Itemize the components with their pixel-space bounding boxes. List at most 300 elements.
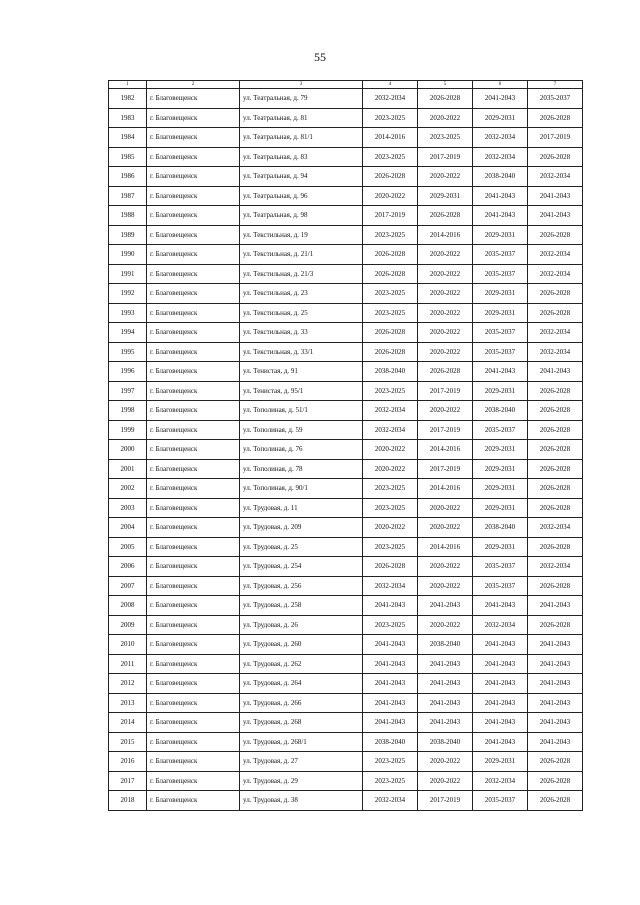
- period-cell-4: 2041-2043: [363, 713, 418, 733]
- period-cell-7: 2026-2028: [528, 791, 583, 811]
- table-row: [109, 732, 583, 752]
- column-header-4: 4: [363, 81, 418, 89]
- city-cell: г. Благовещенск: [147, 479, 240, 499]
- period-cell-6: 2035-2037: [473, 323, 528, 343]
- city-cell: г. Благовещенск: [147, 615, 240, 635]
- period-cell-5: 2017-2019: [418, 147, 473, 167]
- period-cell-6: 2032-2034: [473, 128, 528, 148]
- row-number: 1988: [109, 206, 147, 226]
- period-cell-7: 2026-2028: [528, 401, 583, 421]
- period-cell-5: 2026-2028: [418, 206, 473, 226]
- period-cell-6: 2038-2040: [473, 167, 528, 187]
- period-cell-6: 2035-2037: [473, 420, 528, 440]
- period-cell-6: 2035-2037: [473, 264, 528, 284]
- period-cell-6: 2029-2031: [473, 108, 528, 128]
- row-number: 1989: [109, 225, 147, 245]
- table-row: [109, 518, 583, 538]
- period-cell-7: 2026-2028: [528, 147, 583, 167]
- period-cell-5: 2014-2016: [418, 479, 473, 499]
- period-cell-7: 2026-2028: [528, 225, 583, 245]
- table-row: [109, 245, 583, 265]
- city-cell: г. Благовещенск: [147, 674, 240, 694]
- address-cell: ул. Тенистая, д. 91: [240, 362, 363, 382]
- period-cell-4: 2023-2025: [363, 147, 418, 167]
- period-cell-5: 2023-2025: [418, 128, 473, 148]
- period-cell-7: 2041-2043: [528, 713, 583, 733]
- period-cell-5: 2020-2022: [418, 498, 473, 518]
- city-cell: г. Благовещенск: [147, 440, 240, 460]
- row-number: 1998: [109, 401, 147, 421]
- address-cell: ул. Трудовая, д. 29: [240, 771, 363, 791]
- row-number: 2014: [109, 713, 147, 733]
- city-cell: г. Благовещенск: [147, 206, 240, 226]
- table-row: [109, 206, 583, 226]
- row-number: 2004: [109, 518, 147, 538]
- period-cell-4: 2041-2043: [363, 693, 418, 713]
- address-cell: ул. Трудовая, д. 266: [240, 693, 363, 713]
- period-cell-7: 2026-2028: [528, 381, 583, 401]
- row-number: 2008: [109, 596, 147, 616]
- period-cell-7: 2032-2034: [528, 342, 583, 362]
- period-cell-4: 2038-2040: [363, 362, 418, 382]
- period-cell-4: 2032-2034: [363, 89, 418, 109]
- city-cell: г. Благовещенск: [147, 245, 240, 265]
- row-number: 1990: [109, 245, 147, 265]
- period-cell-7: 2026-2028: [528, 576, 583, 596]
- period-cell-7: 2026-2028: [528, 420, 583, 440]
- row-number: 2015: [109, 732, 147, 752]
- period-cell-4: 2026-2028: [363, 167, 418, 187]
- period-cell-5: 2017-2019: [418, 381, 473, 401]
- row-number: 2005: [109, 537, 147, 557]
- row-number: 1999: [109, 420, 147, 440]
- table-row: [109, 537, 583, 557]
- period-cell-5: 2020-2022: [418, 557, 473, 577]
- period-cell-7: 2032-2034: [528, 264, 583, 284]
- period-cell-5: 2020-2022: [418, 245, 473, 265]
- row-number: 1984: [109, 128, 147, 148]
- row-number: 2006: [109, 557, 147, 577]
- table-row: [109, 479, 583, 499]
- address-cell: ул. Трудовая, д. 260: [240, 635, 363, 655]
- address-cell: ул. Трудовая, д. 25: [240, 537, 363, 557]
- period-cell-7: 2026-2028: [528, 284, 583, 304]
- period-cell-6: 2038-2040: [473, 401, 528, 421]
- table-row: [109, 498, 583, 518]
- period-cell-4: 2023-2025: [363, 225, 418, 245]
- city-cell: г. Благовещенск: [147, 284, 240, 304]
- period-cell-4: 2041-2043: [363, 596, 418, 616]
- address-cell: ул. Трудовая, д. 254: [240, 557, 363, 577]
- address-cell: ул. Тополиная, д. 59: [240, 420, 363, 440]
- period-cell-6: 2032-2034: [473, 615, 528, 635]
- period-cell-7: 2026-2028: [528, 108, 583, 128]
- row-number: 1997: [109, 381, 147, 401]
- city-cell: г. Благовещенск: [147, 401, 240, 421]
- period-cell-7: 2026-2028: [528, 498, 583, 518]
- table-row: [109, 362, 583, 382]
- address-cell: ул. Текстильная, д. 21/1: [240, 245, 363, 265]
- period-cell-6: 2029-2031: [473, 479, 528, 499]
- period-cell-6: 2041-2043: [473, 362, 528, 382]
- column-header-1: 1: [109, 81, 147, 89]
- period-cell-5: 2020-2022: [418, 303, 473, 323]
- city-cell: г. Благовещенск: [147, 596, 240, 616]
- table-row: [109, 303, 583, 323]
- period-cell-5: 2038-2040: [418, 635, 473, 655]
- row-number: 2012: [109, 674, 147, 694]
- row-number: 1992: [109, 284, 147, 304]
- row-number: 2003: [109, 498, 147, 518]
- period-cell-6: 2041-2043: [473, 732, 528, 752]
- period-cell-4: 2041-2043: [363, 635, 418, 655]
- row-number: 2017: [109, 771, 147, 791]
- period-cell-7: 2032-2034: [528, 518, 583, 538]
- period-cell-4: 2023-2025: [363, 381, 418, 401]
- period-cell-7: 2017-2019: [528, 128, 583, 148]
- period-cell-4: 2023-2025: [363, 108, 418, 128]
- city-cell: г. Благовещенск: [147, 557, 240, 577]
- row-number: 2010: [109, 635, 147, 655]
- address-cell: ул. Тополиная, д. 90/1: [240, 479, 363, 499]
- table-row: [109, 635, 583, 655]
- period-cell-4: 2026-2028: [363, 557, 418, 577]
- table-row: [109, 791, 583, 811]
- period-cell-7: 2041-2043: [528, 693, 583, 713]
- period-cell-4: 2032-2034: [363, 791, 418, 811]
- table-row: [109, 264, 583, 284]
- row-number: 2016: [109, 752, 147, 772]
- address-cell: ул. Тополиная, д. 76: [240, 440, 363, 460]
- period-cell-7: 2041-2043: [528, 654, 583, 674]
- period-cell-4: 2023-2025: [363, 537, 418, 557]
- row-number: 2007: [109, 576, 147, 596]
- table-row: [109, 128, 583, 148]
- period-cell-7: 2041-2043: [528, 732, 583, 752]
- address-cell: ул. Трудовая, д. 268/1: [240, 732, 363, 752]
- period-cell-4: 2023-2025: [363, 498, 418, 518]
- city-cell: г. Благовещенск: [147, 89, 240, 109]
- period-cell-4: 2020-2022: [363, 518, 418, 538]
- address-cell: ул. Текстильная, д. 25: [240, 303, 363, 323]
- table-row: [109, 713, 583, 733]
- row-number: 1995: [109, 342, 147, 362]
- period-cell-7: 2032-2034: [528, 167, 583, 187]
- city-cell: г. Благовещенск: [147, 713, 240, 733]
- city-cell: г. Благовещенск: [147, 342, 240, 362]
- city-cell: г. Благовещенск: [147, 459, 240, 479]
- period-cell-5: 2020-2022: [418, 167, 473, 187]
- city-cell: г. Благовещенск: [147, 654, 240, 674]
- address-cell: ул. Трудовая, д. 256: [240, 576, 363, 596]
- period-cell-6: 2041-2043: [473, 206, 528, 226]
- period-cell-7: 2032-2034: [528, 557, 583, 577]
- address-cell: ул. Трудовая, д. 258: [240, 596, 363, 616]
- period-cell-7: 2041-2043: [528, 674, 583, 694]
- table-row: [109, 323, 583, 343]
- city-cell: г. Благовещенск: [147, 303, 240, 323]
- row-number: 2011: [109, 654, 147, 674]
- period-cell-7: 2026-2028: [528, 752, 583, 772]
- table-row: [109, 654, 583, 674]
- address-cell: ул. Трудовая, д. 38: [240, 791, 363, 811]
- period-cell-7: 2032-2034: [528, 245, 583, 265]
- city-cell: г. Благовещенск: [147, 264, 240, 284]
- period-cell-5: 2017-2019: [418, 791, 473, 811]
- period-cell-5: 2020-2022: [418, 284, 473, 304]
- address-cell: ул. Тополиная, д. 51/1: [240, 401, 363, 421]
- period-cell-6: 2041-2043: [473, 635, 528, 655]
- address-cell: ул. Текстильная, д. 33: [240, 323, 363, 343]
- period-cell-4: 2041-2043: [363, 674, 418, 694]
- period-cell-7: 2026-2028: [528, 771, 583, 791]
- period-cell-4: 2032-2034: [363, 401, 418, 421]
- row-number: 2002: [109, 479, 147, 499]
- address-cell: ул. Трудовая, д. 11: [240, 498, 363, 518]
- period-cell-5: 2020-2022: [418, 323, 473, 343]
- address-cell: ул. Трудовая, д. 268: [240, 713, 363, 733]
- table-row: [109, 401, 583, 421]
- period-cell-5: 2014-2016: [418, 440, 473, 460]
- period-cell-4: 2023-2025: [363, 284, 418, 304]
- period-cell-5: 2041-2043: [418, 674, 473, 694]
- city-cell: г. Благовещенск: [147, 323, 240, 343]
- period-cell-6: 2032-2034: [473, 147, 528, 167]
- column-header-2: 2: [147, 81, 240, 89]
- period-cell-4: 2026-2028: [363, 323, 418, 343]
- row-number: 2000: [109, 440, 147, 460]
- period-cell-4: 2023-2025: [363, 615, 418, 635]
- period-cell-6: 2029-2031: [473, 381, 528, 401]
- period-cell-6: 2032-2034: [473, 771, 528, 791]
- city-cell: г. Благовещенск: [147, 537, 240, 557]
- table-row: [109, 615, 583, 635]
- period-cell-5: 2038-2040: [418, 732, 473, 752]
- period-cell-6: 2029-2031: [473, 537, 528, 557]
- city-cell: г. Благовещенск: [147, 381, 240, 401]
- period-cell-6: 2035-2037: [473, 791, 528, 811]
- address-cell: ул. Трудовая, д. 27: [240, 752, 363, 772]
- period-cell-6: 2029-2031: [473, 303, 528, 323]
- period-cell-5: 2020-2022: [418, 576, 473, 596]
- row-number: 2009: [109, 615, 147, 635]
- period-cell-5: 2041-2043: [418, 693, 473, 713]
- city-cell: г. Благовещенск: [147, 362, 240, 382]
- address-cell: ул. Театральная, д. 96: [240, 186, 363, 206]
- period-cell-4: 2023-2025: [363, 479, 418, 499]
- column-header-6: 6: [473, 81, 528, 89]
- table-row: [109, 674, 583, 694]
- table-row: [109, 147, 583, 167]
- table-row: [109, 284, 583, 304]
- period-cell-4: 2038-2040: [363, 732, 418, 752]
- city-cell: г. Благовещенск: [147, 225, 240, 245]
- period-cell-6: 2041-2043: [473, 674, 528, 694]
- period-cell-7: 2035-2037: [528, 89, 583, 109]
- city-cell: г. Благовещенск: [147, 635, 240, 655]
- period-cell-6: 2029-2031: [473, 459, 528, 479]
- address-cell: ул. Трудовая, д. 262: [240, 654, 363, 674]
- address-cell: ул. Тенистая, д. 95/1: [240, 381, 363, 401]
- period-cell-4: 2020-2022: [363, 459, 418, 479]
- page-number: 55: [314, 50, 326, 64]
- period-cell-4: 2014-2016: [363, 128, 418, 148]
- period-cell-5: 2014-2016: [418, 225, 473, 245]
- table-row: [109, 576, 583, 596]
- row-number: 1987: [109, 186, 147, 206]
- city-cell: г. Благовещенск: [147, 498, 240, 518]
- address-cell: ул. Текстильная, д. 21/3: [240, 264, 363, 284]
- period-cell-7: 2041-2043: [528, 206, 583, 226]
- city-cell: г. Благовещенск: [147, 752, 240, 772]
- table-row: [109, 225, 583, 245]
- address-cell: ул. Театральная, д. 81: [240, 108, 363, 128]
- period-cell-4: 2026-2028: [363, 342, 418, 362]
- period-cell-7: 2026-2028: [528, 479, 583, 499]
- period-cell-5: 2020-2022: [418, 401, 473, 421]
- period-cell-7: 2041-2043: [528, 635, 583, 655]
- row-number: 2001: [109, 459, 147, 479]
- row-number: 1983: [109, 108, 147, 128]
- period-cell-6: 2041-2043: [473, 89, 528, 109]
- city-cell: г. Благовещенск: [147, 518, 240, 538]
- period-cell-4: 2017-2019: [363, 206, 418, 226]
- table-row: [109, 459, 583, 479]
- address-cell: ул. Текстильная, д. 19: [240, 225, 363, 245]
- column-header-7: 7: [528, 81, 583, 89]
- row-number: 1985: [109, 147, 147, 167]
- address-cell: ул. Театральная, д. 79: [240, 89, 363, 109]
- period-cell-6: 2029-2031: [473, 752, 528, 772]
- row-number: 2013: [109, 693, 147, 713]
- address-cell: ул. Текстильная, д. 33/1: [240, 342, 363, 362]
- column-header-5: 5: [418, 81, 473, 89]
- period-cell-5: 2020-2022: [418, 264, 473, 284]
- period-cell-4: 2020-2022: [363, 440, 418, 460]
- address-cell: ул. Текстильная, д. 23: [240, 284, 363, 304]
- city-cell: г. Благовещенск: [147, 186, 240, 206]
- table-row: [109, 557, 583, 577]
- table-row: [109, 420, 583, 440]
- address-cell: ул. Трудовая, д. 209: [240, 518, 363, 538]
- period-cell-6: 2038-2040: [473, 518, 528, 538]
- period-cell-5: 2041-2043: [418, 713, 473, 733]
- table-row: [109, 108, 583, 128]
- period-cell-5: 2020-2022: [418, 108, 473, 128]
- period-cell-6: 2035-2037: [473, 576, 528, 596]
- row-number: 1994: [109, 323, 147, 343]
- period-cell-5: 2020-2022: [418, 518, 473, 538]
- period-cell-4: 2023-2025: [363, 303, 418, 323]
- period-cell-5: 2020-2022: [418, 342, 473, 362]
- table-header: [109, 81, 583, 89]
- period-cell-4: 2032-2034: [363, 576, 418, 596]
- period-cell-5: 2014-2016: [418, 537, 473, 557]
- table-row: [109, 381, 583, 401]
- column-header-3: 3: [240, 81, 363, 89]
- table-row: [109, 167, 583, 187]
- row-number: 1993: [109, 303, 147, 323]
- address-cell: ул. Тополиная, д. 78: [240, 459, 363, 479]
- address-cell: ул. Трудовая, д. 264: [240, 674, 363, 694]
- city-cell: г. Благовещенск: [147, 791, 240, 811]
- period-cell-6: 2029-2031: [473, 498, 528, 518]
- city-cell: г. Благовещенск: [147, 732, 240, 752]
- period-cell-6: 2029-2031: [473, 225, 528, 245]
- period-cell-6: 2041-2043: [473, 693, 528, 713]
- period-cell-7: 2026-2028: [528, 537, 583, 557]
- city-cell: г. Благовещенск: [147, 693, 240, 713]
- period-cell-5: 2020-2022: [418, 615, 473, 635]
- period-cell-4: 2026-2028: [363, 245, 418, 265]
- registry-table: [108, 80, 583, 811]
- address-cell: ул. Трудовая, д. 26: [240, 615, 363, 635]
- period-cell-4: 2041-2043: [363, 654, 418, 674]
- period-cell-6: 2029-2031: [473, 284, 528, 304]
- period-cell-6: 2035-2037: [473, 342, 528, 362]
- period-cell-7: 2026-2028: [528, 303, 583, 323]
- period-cell-4: 2020-2022: [363, 186, 418, 206]
- period-cell-5: 2041-2043: [418, 654, 473, 674]
- address-cell: ул. Театральная, д. 81/1: [240, 128, 363, 148]
- table-row: [109, 771, 583, 791]
- period-cell-6: 2035-2037: [473, 557, 528, 577]
- period-cell-5: 2041-2043: [418, 596, 473, 616]
- table-row: [109, 752, 583, 772]
- period-cell-5: 2029-2031: [418, 186, 473, 206]
- period-cell-4: 2032-2034: [363, 420, 418, 440]
- period-cell-6: 2035-2037: [473, 245, 528, 265]
- address-cell: ул. Театральная, д. 83: [240, 147, 363, 167]
- period-cell-6: 2041-2043: [473, 654, 528, 674]
- period-cell-5: 2020-2022: [418, 771, 473, 791]
- row-number: 1986: [109, 167, 147, 187]
- period-cell-5: 2017-2019: [418, 459, 473, 479]
- table-row: [109, 342, 583, 362]
- period-cell-7: 2032-2034: [528, 323, 583, 343]
- period-cell-7: 2041-2043: [528, 596, 583, 616]
- city-cell: г. Благовещенск: [147, 167, 240, 187]
- period-cell-7: 2041-2043: [528, 362, 583, 382]
- row-number: 1991: [109, 264, 147, 284]
- table-row: [109, 89, 583, 109]
- period-cell-5: 2026-2028: [418, 362, 473, 382]
- city-cell: г. Благовещенск: [147, 420, 240, 440]
- period-cell-7: 2041-2043: [528, 186, 583, 206]
- period-cell-6: 2041-2043: [473, 596, 528, 616]
- table-body: [109, 89, 583, 811]
- period-cell-5: 2020-2022: [418, 752, 473, 772]
- period-cell-6: 2041-2043: [473, 186, 528, 206]
- period-cell-7: 2026-2028: [528, 459, 583, 479]
- period-cell-4: 2023-2025: [363, 771, 418, 791]
- period-cell-7: 2026-2028: [528, 615, 583, 635]
- city-cell: г. Благовещенск: [147, 771, 240, 791]
- row-number: 1982: [109, 89, 147, 109]
- row-number: 2018: [109, 791, 147, 811]
- table-row: [109, 693, 583, 713]
- table-row: [109, 596, 583, 616]
- address-cell: ул. Театральная, д. 98: [240, 206, 363, 226]
- period-cell-5: 2017-2019: [418, 420, 473, 440]
- row-number: 1996: [109, 362, 147, 382]
- period-cell-6: 2029-2031: [473, 440, 528, 460]
- header-row: [109, 81, 583, 89]
- address-cell: ул. Театральная, д. 94: [240, 167, 363, 187]
- city-cell: г. Благовещенск: [147, 147, 240, 167]
- city-cell: г. Благовещенск: [147, 128, 240, 148]
- city-cell: г. Благовещенск: [147, 576, 240, 596]
